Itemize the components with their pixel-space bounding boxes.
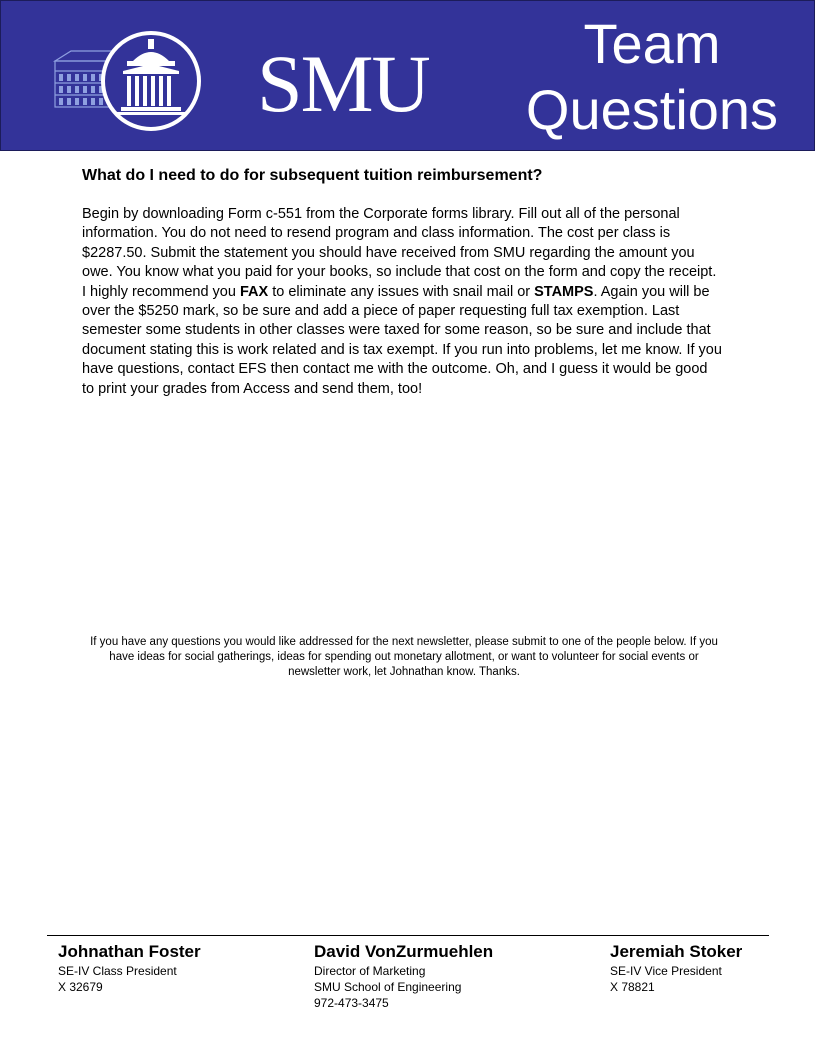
contact-johnathan-foster [58,941,201,995]
contact-role: SE-IV Vice President [610,964,722,978]
answer-text-3: . Again you will be over the $5250 mark, so be sure and add a piece of paper requesting full tax exemption. Last semester some students in other classes were taxed for some reason, so be sure and include that document stating this is work related and is tax exempt. If you run into problems, let me know. If you have questions, contact EFS then contact me with the outcome. Oh, and I guess it would be good to print your grades from Access and send them, too! [82,283,722,397]
contact-organization: SMU School of Engineering [314,980,462,994]
page-title-line1: Team [583,12,721,75]
fax-emphasis: FAX [239,283,269,300]
contact-extension: X 32679 [58,980,103,994]
contact-jeremiah-stoker [610,941,742,995]
footer-divider [47,935,769,936]
contact-name: Johnathan Foster [58,942,201,961]
page-title [502,11,802,143]
contact-role: Director of Marketing [314,964,426,978]
contact-name: David VonZurmuehlen [314,942,494,961]
contact-role: SE-IV Class President [58,964,177,978]
newsletter-note: If you have any questions you would like addressed for the next newsletter, please submit to one of the people below. If you have ideas for social gatherings, ideas for spending out monetary allotment, or want to volunteer for social events or newsletter work, let Johnathan know. Thanks. [90,636,718,678]
answer-text-2: to eliminate any issues with snail mail or [268,283,535,300]
answer-text-1: Begin by downloading Form c-551 from the Corporate forms library. Fill out all of the personal information. You do not need to resend program and class information. The cost per class is $2287.50. Submit the statement you should have received from SMU regarding the amount you owe. You know what you paid for your books, so include that cost on the form and copy the receipt. I highly recommend you [82,206,717,300]
contact-extension: X 78821 [610,980,655,994]
contact-phone: 972-473-3475 [314,996,389,1010]
header-banner [0,0,815,151]
question-heading: What do I need to do for subsequent tuition reimbursement? [82,167,543,184]
page-title-line2: Questions [525,78,779,141]
answer-paragraph [82,205,722,399]
contact-name: Jeremiah Stoker [610,942,743,961]
stamps-emphasis: STAMPS [534,283,594,300]
smu-logo-text: SMU [257,38,429,129]
contact-david-vonzurmuehlen [314,941,493,1011]
smu-logo [51,31,429,133]
